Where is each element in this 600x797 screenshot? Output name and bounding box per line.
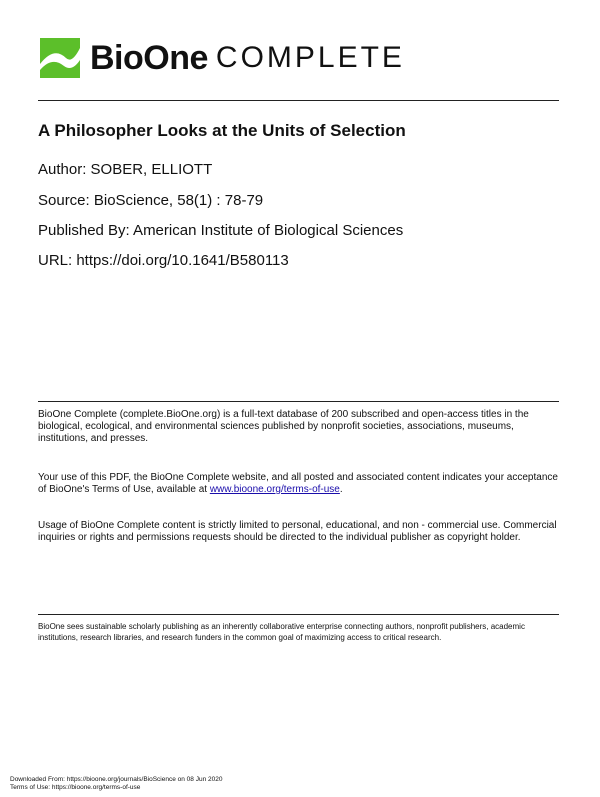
- notice-usage: Usage of BioOne Complete content is strictly limited to personal, educational, and non - commercial use. Commercial inquiries or rights and permissions requests should be directed to the individual publisher as copyright holder.: [38, 520, 557, 543]
- notice-terms: [38, 472, 560, 496]
- notice-terms-text: Your use of this PDF, the BioOne Complete website, and all posted and associated content indicates your acceptance of BioOne's Terms of Use, available at: [38, 472, 558, 495]
- download-info: Downloaded From: https://bioone.org/journals/BioScience on 08 Jun 2020: [10, 776, 223, 783]
- notice-terms-end: .: [339, 484, 343, 495]
- logo-bio-text: BioOne: [90, 39, 208, 77]
- article-title: A Philosopher Looks at the Units of Selection: [38, 121, 406, 140]
- bioone-leaf-icon: [40, 38, 80, 78]
- notice-divider: [38, 401, 559, 402]
- notice-database: BioOne Complete (complete.BioOne.org) is a full-text database of 200 subscribed and open-access titles in the biological, ecological, and environmental sciences published by nonprofit societies, associations, museums, institutions, and presses.: [38, 409, 529, 444]
- logo-complete-text: COMPLETE: [215, 41, 405, 74]
- terms-info: Terms of Use: https://bioone.org/terms-of-use: [10, 784, 141, 791]
- terms-of-use-link[interactable]: www.bioone.org/terms-of-use: [209, 484, 340, 495]
- header-divider: [38, 100, 559, 101]
- article-source: Source: BioScience, 58(1) : 78-79: [38, 192, 264, 209]
- article-publisher: Published By: American Institute of Biological Sciences: [38, 222, 404, 239]
- mission-statement: BioOne sees sustainable scholarly publishing as an inherently collaborative enterprise connecting authors, nonprofit publishers, academic institutions, research libraries, and research funders in the common goal of maximizing access to critical research.: [38, 622, 525, 642]
- mission-divider: [38, 614, 559, 615]
- article-url[interactable]: URL: https://doi.org/10.1641/B580113: [38, 252, 289, 269]
- bioone-logo: [40, 38, 405, 78]
- article-author: Author: SOBER, ELLIOTT: [38, 161, 213, 178]
